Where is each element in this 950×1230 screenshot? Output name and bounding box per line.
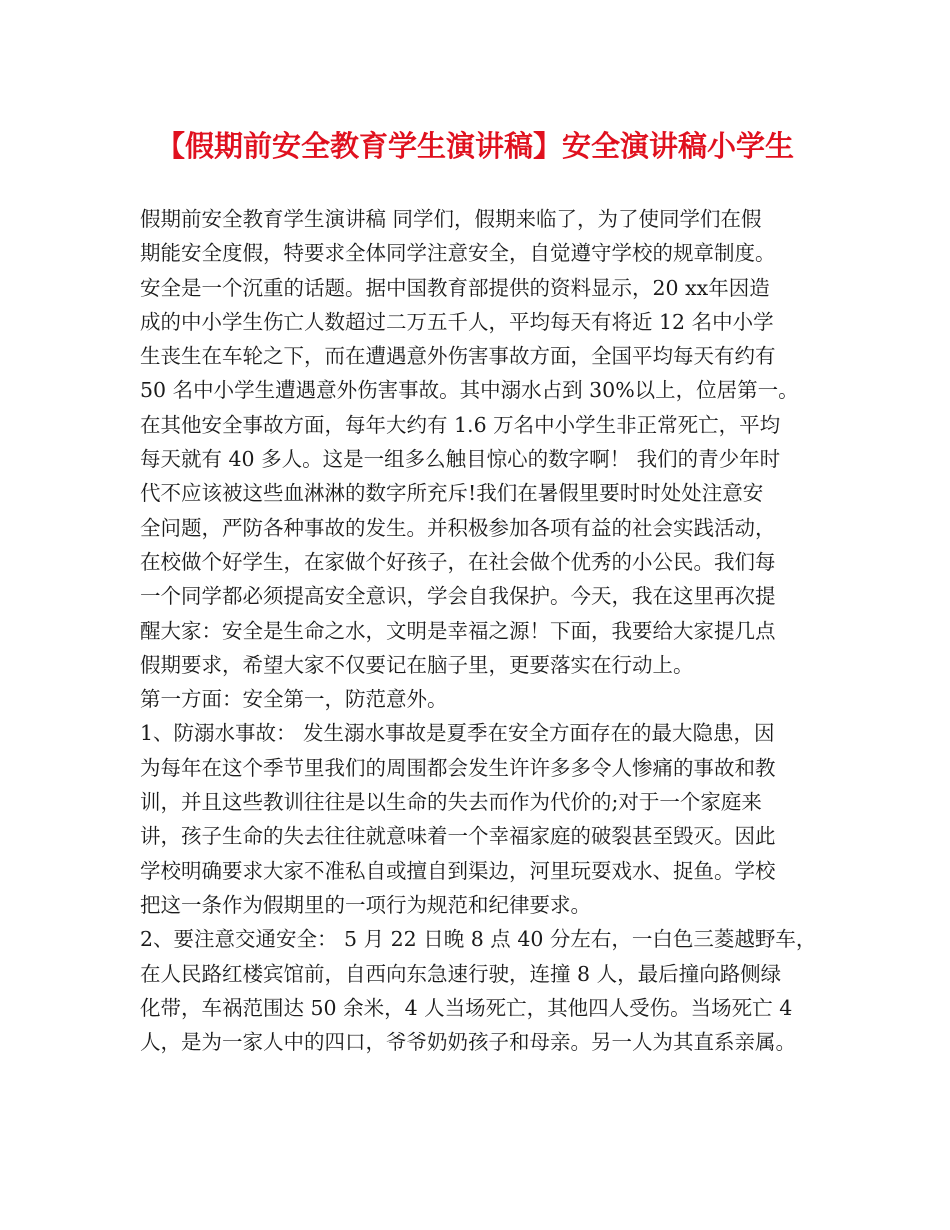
body-line: 在其他安全事故方面，每年大约有 1.6 万名中小学生非正常死亡，平均	[140, 412, 781, 437]
body-line: 安全是一个沉重的话题。据中国教育部提供的资料显示，20 xx年因造	[140, 275, 770, 300]
body-line: 假期前安全教育学生演讲稿 同学们，假期来临了，为了使同学们在假	[140, 207, 762, 231]
body-line: 全问题，严防各种事故的发生。并积极参加各项有益的社会实践活动，	[140, 515, 776, 540]
body-line: 2、要注意交通安全： 5 月 22 日晚 8 点 40 分左右，一白色三菱越野车，	[140, 927, 817, 952]
body-line: 把这一条作为假期里的一项行为规范和纪律要求。	[140, 892, 591, 917]
body-line: 第一方面：安全第一，防范意外。	[140, 687, 448, 712]
body-line: 训，并且这些教训往往是以生命的失去而作为代价的;对于一个家庭来	[140, 790, 762, 815]
body-line: 生丧生在车轮之下，而在遭遇意外伤害事故方面，全国平均每天有约有	[140, 344, 776, 369]
body-line: 在校做个好学生，在家做个好孩子，在社会做个优秀的小公民。我们每	[140, 549, 776, 574]
body-line: 醒大家：安全是生命之水，文明是幸福之源！下面，我要给大家提几点	[140, 618, 776, 643]
body-line: 50 名中小学生遭遇意外伤害事故。其中溺水占到 30%以上，位居第一。	[140, 378, 799, 403]
body-line: 期能安全度假，特要求全体同学注意安全，自觉遵守学校的规章制度。	[140, 241, 776, 266]
document-body	[140, 202, 830, 1059]
body-line: 一个同学都必须提高安全意识，学会自我保护。今天，我在这里再次提	[140, 584, 776, 609]
body-line: 讲，孩子生命的失去往往就意味着一个幸福家庭的破裂甚至毁灭。因此	[140, 824, 776, 849]
body-line: 成的中小学生伤亡人数超过二万五千人，平均每天有将近 12 名中小学	[140, 309, 774, 334]
body-line: 1、防溺水事故： 发生溺水事故是夏季在安全方面存在的最大隐患，因	[140, 721, 775, 746]
body-line: 学校明确要求大家不准私自或擅自到渠边，河里玩耍戏水、捉鱼。学校	[140, 858, 776, 883]
body-line: 每天就有 40 多人。这是一组多么触目惊心的数字啊！ 我们的青少年时	[140, 447, 781, 472]
body-line: 人，是为一家人中的四口，爷爷奶奶孩子和母亲。另一人为其直系亲属。	[140, 1030, 796, 1055]
document-title: 【假期前安全教育学生演讲稿】安全演讲稿小学生	[155, 129, 794, 163]
body-line: 为每年在这个季节里我们的周围都会发生许许多多令人惨痛的事故和教	[140, 755, 776, 780]
body-line: 在人民路红楼宾馆前，自西向东急速行驶，连撞 8 人，最后撞向路侧绿	[140, 961, 782, 986]
body-line: 代不应该被这些血淋淋的数字所充斥!我们在暑假里要时时处处注意安	[140, 481, 764, 506]
body-line: 假期要求，希望大家不仅要记在脑子里，更要落实在行动上。	[140, 652, 694, 677]
body-line: 化带，车祸范围达 50 余米，4 人当场死亡，其他四人受伤。当场死亡 4	[140, 995, 793, 1020]
